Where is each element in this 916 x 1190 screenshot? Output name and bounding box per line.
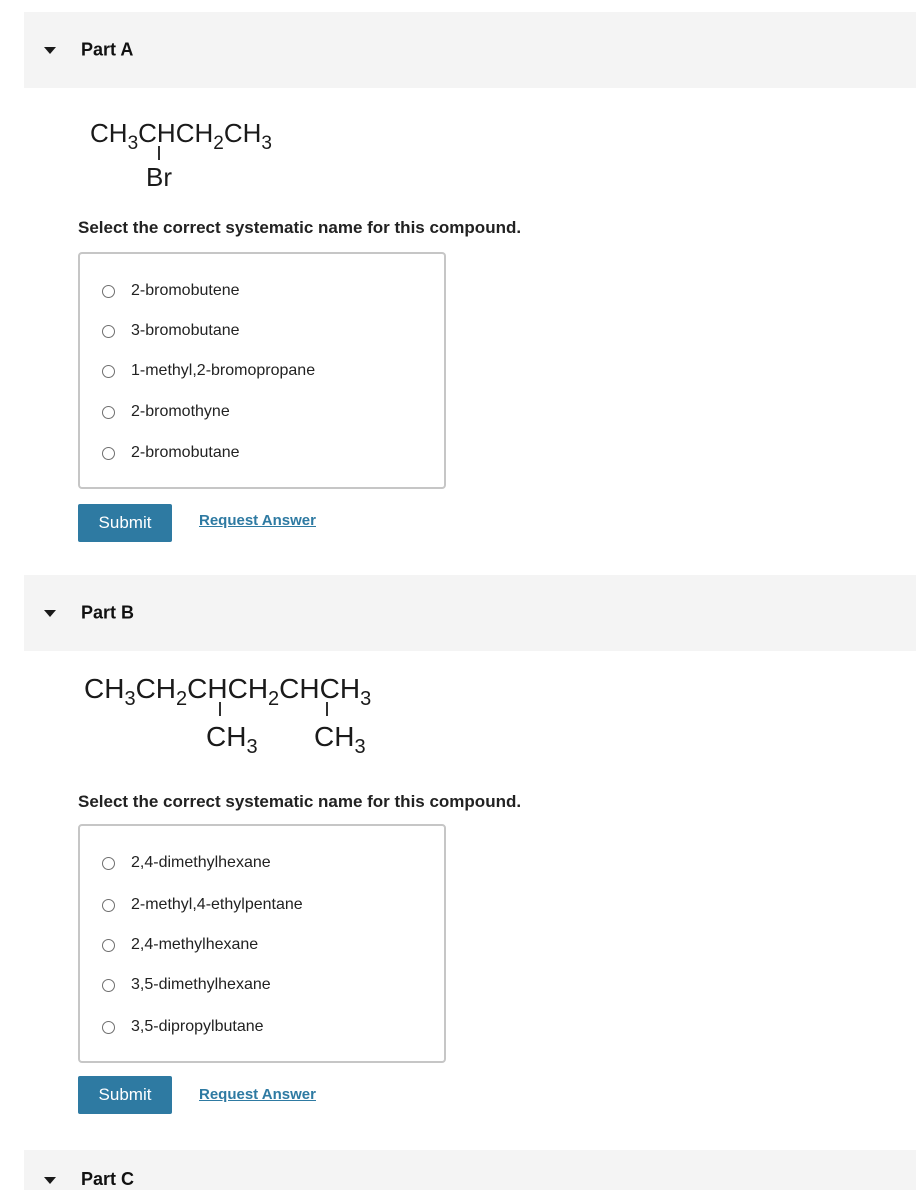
formula-subscript: 3	[124, 688, 136, 710]
svg-text:CH3CH2CHCH2CHCH3	[84, 673, 371, 710]
formula-ch-text: CH	[135, 673, 177, 704]
part-b-title: Part B	[81, 602, 135, 623]
option-label: 3,5-dimethylhexane	[131, 976, 271, 993]
formula-chch-text: CHCH	[187, 673, 269, 704]
formula-subscript: 2	[268, 688, 280, 710]
radio-button[interactable]	[102, 447, 115, 460]
part-c-title: Part C	[81, 1169, 135, 1189]
part-a-structural-formula	[86, 110, 326, 203]
option-label: 2,4-methylhexane	[131, 936, 259, 953]
part-a-option-2[interactable]	[102, 319, 240, 343]
radio-button[interactable]	[102, 285, 115, 298]
radio-button[interactable]	[102, 325, 115, 338]
option-label: 1-methyl,2-bromopropane	[131, 362, 316, 379]
formula-ch-text: CH	[84, 673, 125, 704]
part-a-option-5[interactable]	[102, 441, 240, 465]
svg-text:CH3CHCH2CH3	[90, 118, 272, 154]
formula-methyl-substituent: $CH_3$	[314, 721, 366, 758]
option-label: 2-bromobutane	[131, 444, 240, 461]
caret-down-icon[interactable]	[44, 47, 56, 54]
part-b-option-2[interactable]	[102, 893, 303, 917]
formula-br-substituent: Br	[146, 162, 172, 192]
part-b-option-4[interactable]	[102, 973, 271, 997]
radio-button[interactable]	[102, 1021, 115, 1034]
part-a-submit-button[interactable]: Submit	[78, 504, 172, 542]
radio-button[interactable]	[102, 406, 115, 419]
formula-subscript: 3	[127, 133, 139, 154]
part-b-options-box	[78, 824, 446, 1063]
formula-ch-text: CH	[223, 118, 262, 148]
part-b-structural-formula	[80, 670, 460, 775]
part-b-header[interactable]	[24, 575, 916, 651]
part-b-prompt: Select the correct systematic name for this compound.	[78, 792, 522, 811]
part-a-option-1[interactable]	[102, 279, 240, 303]
formula-subscript: 3	[360, 688, 372, 710]
option-label: 2-bromothyne	[131, 403, 230, 420]
radio-button[interactable]	[102, 899, 115, 912]
option-label: 2-bromobutene	[131, 282, 240, 299]
formula-subscript: 2	[213, 133, 224, 154]
part-a-title: Part A	[81, 39, 134, 60]
radio-button[interactable]	[102, 857, 115, 870]
option-label: 2-methyl,4-ethylpentane	[131, 896, 303, 913]
formula-subscript: 3	[261, 133, 272, 154]
formula-subscript: 2	[176, 688, 188, 710]
part-b-option-1[interactable]	[102, 851, 271, 875]
radio-button[interactable]	[102, 365, 115, 378]
part-b-option-5[interactable]	[102, 1015, 264, 1039]
part-a-prompt: Select the correct systematic name for this compound.	[78, 218, 522, 237]
formula-chch-text: CHCH	[138, 118, 214, 148]
formula-methyl-substituent: $CH_3$	[206, 721, 258, 758]
radio-button[interactable]	[102, 979, 115, 992]
part-a-option-4[interactable]	[102, 400, 230, 424]
part-b-request-answer-link[interactable]: Request Answer	[199, 1086, 316, 1103]
formula-chch-text: CHCH	[279, 673, 361, 704]
caret-down-icon[interactable]	[44, 1177, 56, 1184]
caret-down-icon[interactable]	[44, 610, 56, 617]
option-label: 3-bromobutane	[131, 322, 240, 339]
option-label: 3,5-dipropylbutane	[131, 1018, 264, 1035]
part-a-request-answer-link[interactable]: Request Answer	[199, 512, 316, 529]
part-b-option-3[interactable]	[102, 933, 258, 957]
part-a-option-3[interactable]	[102, 359, 315, 383]
part-a-options-box	[78, 252, 446, 489]
radio-button[interactable]	[102, 939, 115, 952]
part-c-header[interactable]	[24, 1150, 916, 1190]
formula-ch-text: CH	[90, 118, 128, 148]
option-label: 2,4-dimethylhexane	[131, 854, 271, 871]
part-b-submit-button[interactable]: Submit	[78, 1076, 172, 1114]
part-a-header[interactable]	[24, 12, 916, 88]
